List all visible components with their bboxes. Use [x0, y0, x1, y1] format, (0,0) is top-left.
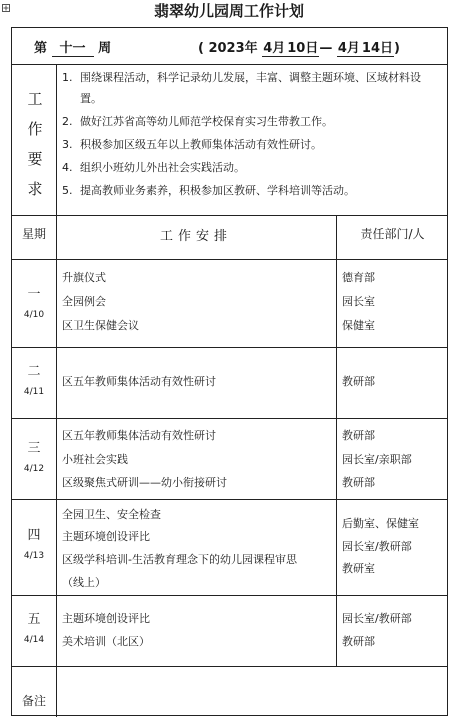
task-cell: 区级学科培训-生活教育理念下的幼儿园课程审思: [62, 553, 297, 566]
task-cell: 升旗仪式: [62, 271, 106, 284]
row-divider: [12, 499, 447, 500]
row-divider: [12, 666, 447, 667]
dept-cell: 教研室: [342, 562, 375, 575]
requirements-list: [62, 67, 442, 203]
task-cell: 区级聚焦式研训——幼小衔接研讨: [62, 476, 227, 489]
task-cell: （线上）: [62, 576, 106, 589]
row-divider: [12, 595, 447, 596]
plan-table: [11, 27, 448, 716]
column-divider: [56, 215, 57, 717]
requirement-item: 3. 积极参加区级五年以上教师集体活动有效性研讨。: [62, 138, 322, 151]
requirement-item: 4. 组织小班幼儿外出社会实践活动。: [62, 161, 245, 174]
row-divider: [12, 215, 447, 216]
day-cell-tue: 二 4/11: [23, 364, 45, 397]
task-cell: 美术培训（北区）: [62, 635, 150, 648]
row-divider: [12, 347, 447, 348]
dept-cell: 园长室/教研部: [342, 540, 412, 553]
dept-cell: 园长室/教研部: [342, 612, 412, 625]
day-cell-mon: 一 4/10: [23, 287, 45, 320]
dept-cell: 德育部: [342, 271, 375, 284]
dept-cell: 后勤室、保健室: [342, 517, 419, 530]
task-cell: 区五年教师集体活动有效性研讨: [62, 429, 216, 442]
day-cell-wed: 三 4/12: [23, 441, 45, 474]
dept-cell: 保健室: [342, 319, 375, 332]
row-divider: [12, 259, 447, 260]
task-cell: 区卫生保健会议: [62, 319, 139, 332]
task-cell: 全园例会: [62, 295, 106, 308]
column-divider: [56, 64, 57, 215]
dept-cell: 园长室: [342, 295, 375, 308]
task-cell: 小班社会实践: [62, 453, 128, 466]
column-header-day: 星期: [21, 227, 46, 241]
task-cell: 区五年教师集体活动有效性研讨: [62, 375, 216, 388]
requirement-item: 2. 做好江苏省高等幼儿师范学校保育实习生带教工作。: [62, 115, 333, 128]
dept-cell: 教研部: [342, 429, 375, 442]
dept-cell: 教研部: [342, 635, 375, 648]
row-divider: [12, 64, 447, 65]
requirement-item: 5. 提高教师业务素养，积极参加区教研、学科培训等活动。: [62, 184, 355, 197]
dept-cell: 园长室/亲职部: [342, 453, 412, 466]
task-cell: 主题环境创设评比: [62, 530, 150, 543]
dept-cell: 教研部: [342, 375, 375, 388]
page-title: 翡翠幼儿园周工作计划: [153, 2, 304, 20]
week-date-range: ( 2023年 4月 10日— 4月 14日): [198, 41, 400, 56]
task-cell: 全园卫生、安全检查: [62, 508, 161, 521]
row-divider: [12, 418, 447, 419]
week-number: 第 十一 周: [34, 41, 112, 56]
dept-cell: 教研部: [342, 476, 375, 489]
requirement-item: 1. 围绕课程活动，科学记录幼儿发展，丰富、调整主题环境、区域材料设置。: [62, 71, 421, 105]
day-cell-thu: 四 4/13: [23, 528, 45, 561]
move-handle-icon[interactable]: [2, 4, 10, 12]
week-row: [12, 28, 447, 64]
requirements-label: 工 作 要 求: [27, 90, 43, 198]
column-header-dept: 责任部门/人: [360, 227, 425, 241]
column-header-work: 工作安排: [159, 229, 232, 244]
task-cell: 主题环境创设评比: [62, 612, 150, 625]
day-cell-fri: 五 4/14: [23, 612, 45, 645]
remarks-label: 备注: [21, 694, 46, 708]
